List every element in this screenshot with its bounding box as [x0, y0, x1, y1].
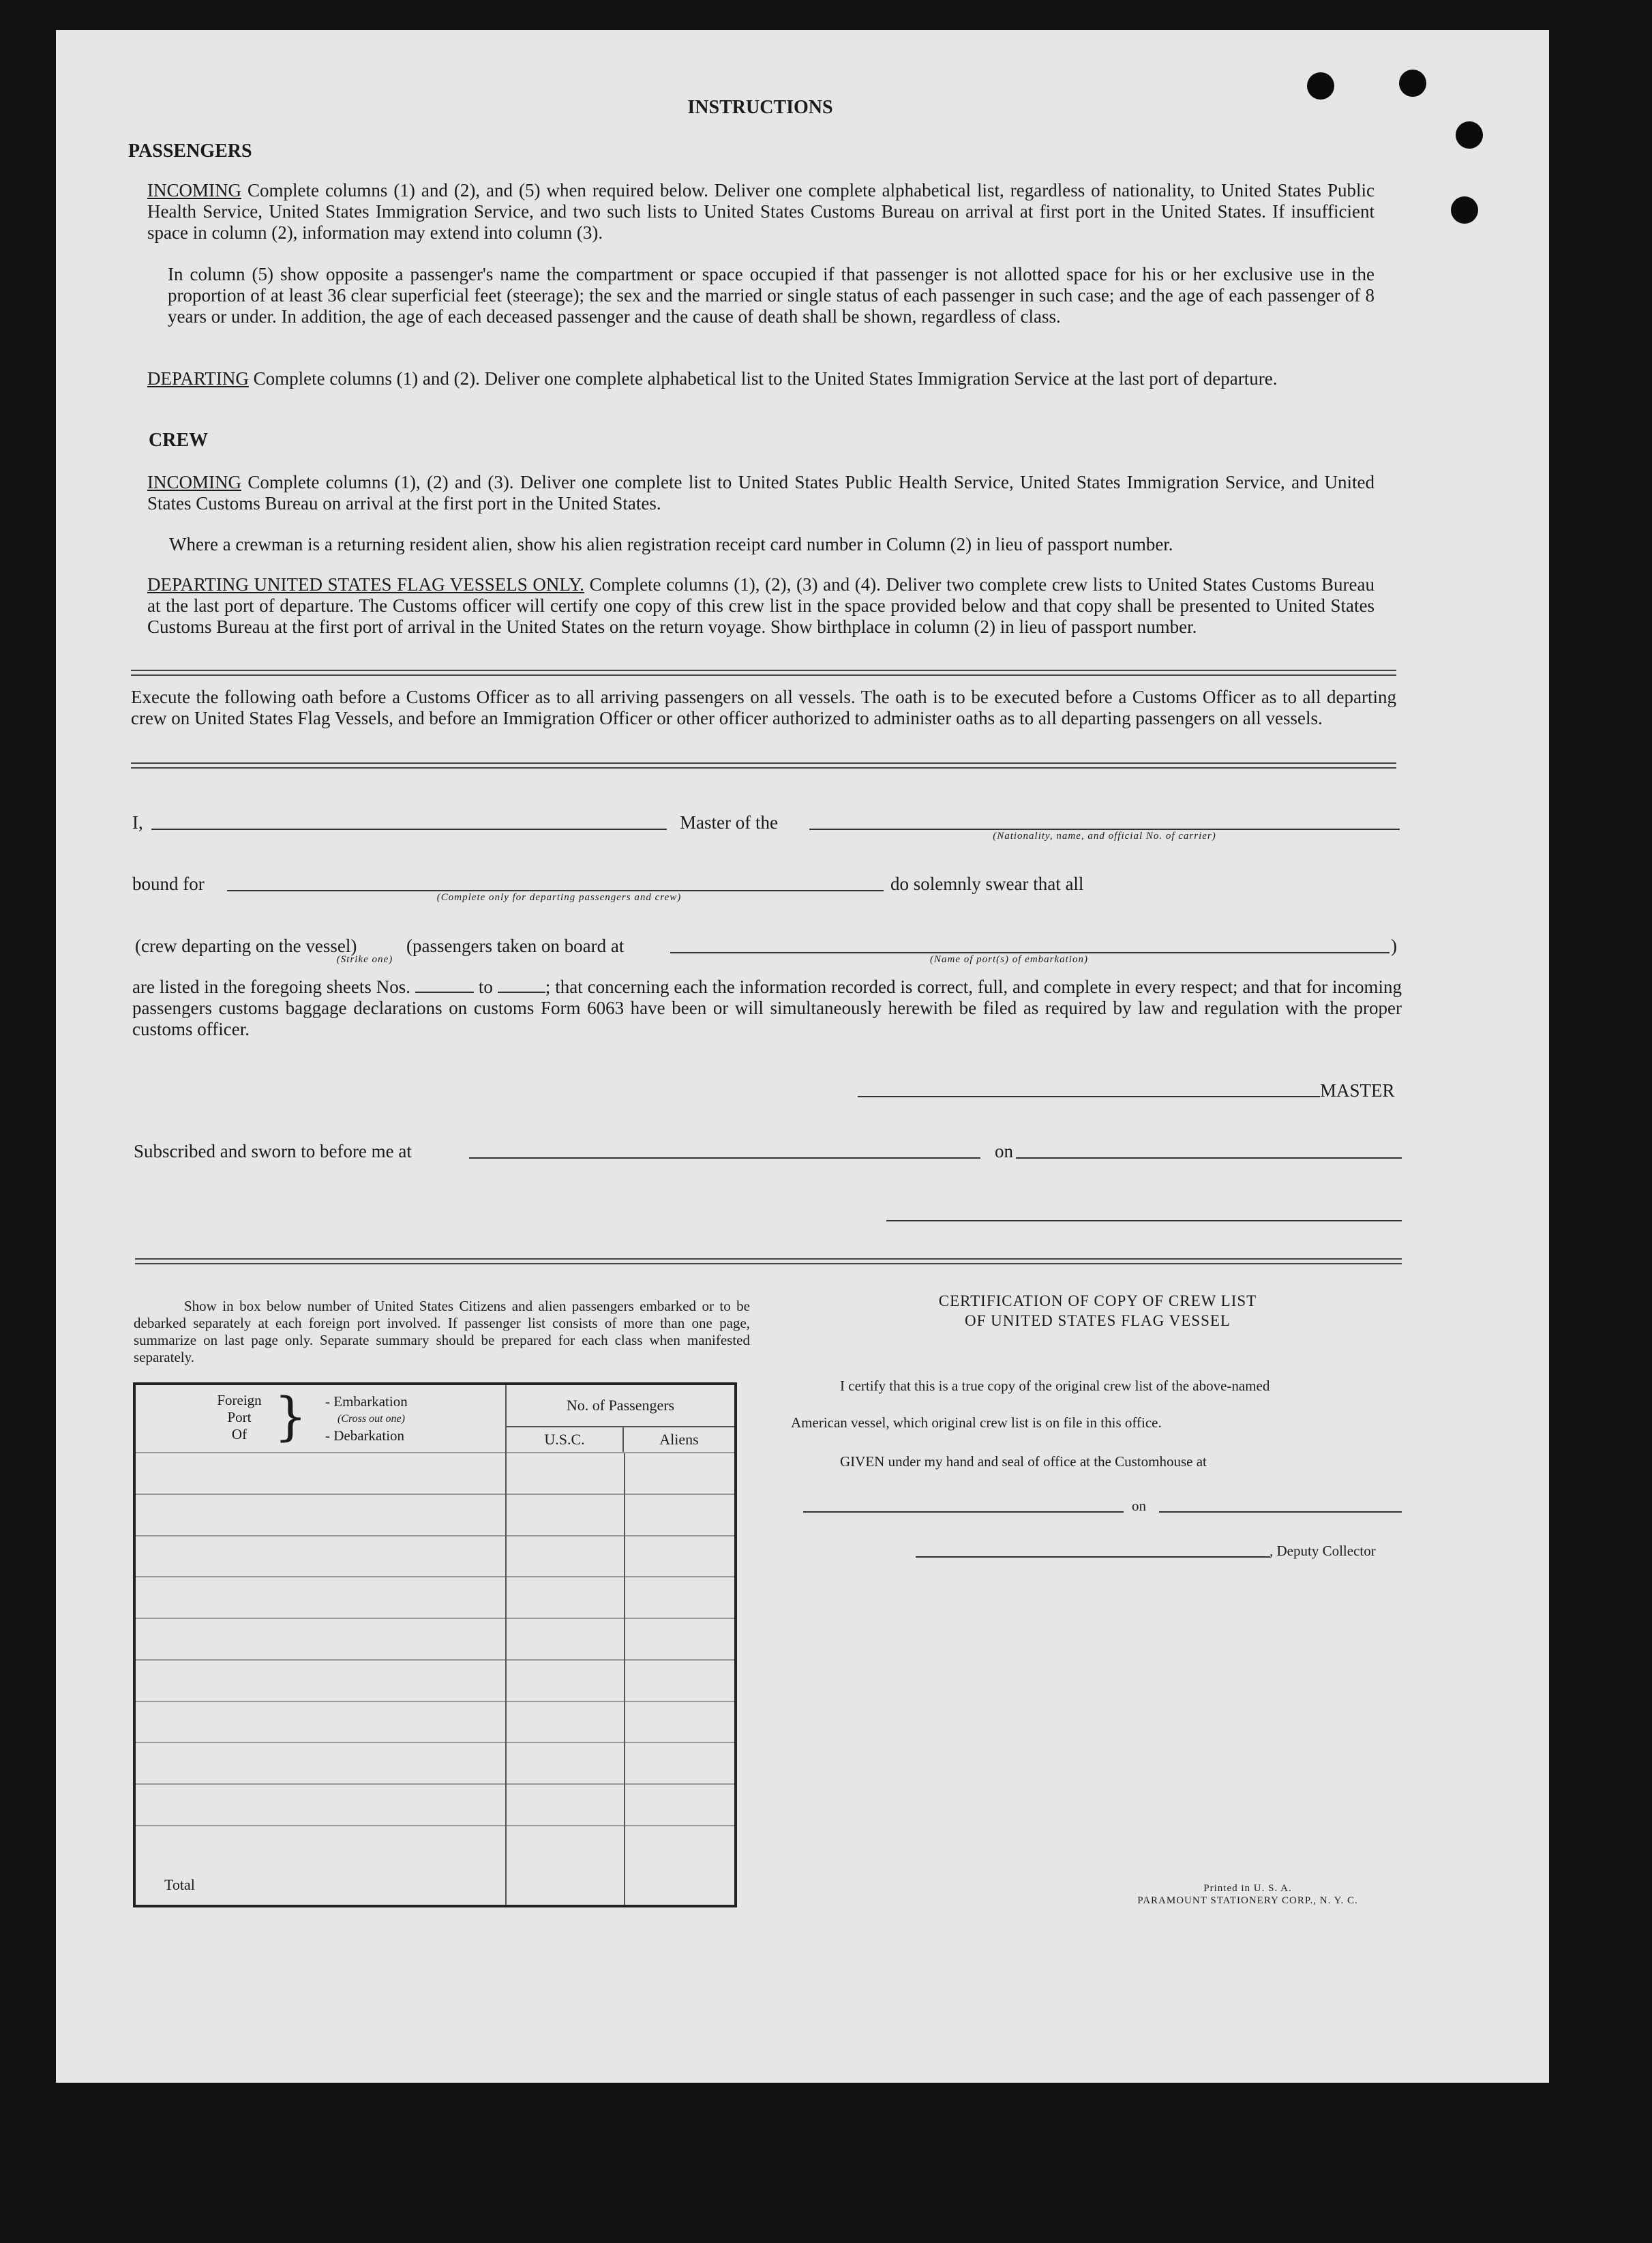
sworn-date-field[interactable] — [1016, 1157, 1402, 1159]
crew-departing — [147, 574, 1375, 638]
certification-on-label: on — [1132, 1498, 1146, 1514]
sworn-at-field[interactable] — [469, 1157, 980, 1159]
punch-hole-4 — [1451, 196, 1478, 224]
oath-instruction: Execute the following oath before a Customs Officer as to all arriving passengers on all vessels. The oath is to be executed before a Customs Officer as to all departing crew on United States Flag Vessels, and before an Immigration Officer or other officer authorized to administer oaths as to all departing passengers on all vessels. — [131, 687, 1396, 728]
total-label: Total — [134, 1826, 506, 1906]
usc-cell[interactable] — [506, 1577, 625, 1618]
printer-line2: PARAMOUNT STATIONERY CORP., N. Y. C. — [1137, 1895, 1358, 1906]
officer-signature-field[interactable] — [886, 1220, 1402, 1221]
port-cell[interactable] — [134, 1577, 506, 1618]
port-label: Port — [227, 1409, 252, 1425]
aliens-header: Aliens — [659, 1431, 699, 1448]
certification-title — [880, 1291, 1316, 1331]
passengers-header — [506, 1384, 736, 1453]
port-cell[interactable] — [134, 1536, 506, 1577]
divider-3 — [135, 1258, 1402, 1264]
master-name-field[interactable] — [151, 829, 667, 830]
strike-note: (Strike one) — [336, 954, 393, 965]
printer-line1: Printed in U. S. A. — [1203, 1883, 1292, 1894]
listed-suffix: ; that concerning each the information recorded is correct, full, and complete in every respect; and that for incoming passengers customs baggage declarations on customs Form 6063 have been or will simultaneously herewith be filed as required by law and regulation with the proper customs officer. — [132, 977, 1402, 1039]
usc-total-cell[interactable] — [506, 1826, 625, 1906]
of-label: Of — [231, 1426, 247, 1442]
usc-cell[interactable] — [506, 1784, 625, 1826]
foreign-label: Foreign — [217, 1392, 262, 1408]
usc-cell[interactable] — [506, 1618, 625, 1660]
port-cell[interactable] — [134, 1453, 506, 1494]
passengers-incoming — [147, 180, 1375, 243]
crew-heading: CREW — [149, 430, 209, 451]
brace-icon: } — [274, 1386, 307, 1446]
divider-2 — [131, 762, 1396, 769]
table-row — [134, 1618, 736, 1660]
certification-line1: I certify that this is a true copy of the original crew list of the above-named — [840, 1378, 1270, 1394]
usc-cell[interactable] — [506, 1536, 625, 1577]
aliens-cell[interactable] — [625, 1577, 736, 1618]
bound-note: (Complete only for departing passengers and crew) — [436, 892, 682, 903]
aliens-cell[interactable] — [625, 1784, 736, 1826]
summary-instruction: Show in box below number of United States Citizens and alien passengers embarked or to be debarked separately at each foreign port involved. If passenger list consists of more than one page, summarize on last page only. Separate summary should be prepared for each class when manifested separately. — [134, 1298, 750, 1365]
port-cell[interactable] — [134, 1702, 506, 1743]
cross-out-note: (Cross out one) — [337, 1413, 405, 1425]
total-row — [134, 1826, 736, 1906]
carrier-note: (Nationality, name, and official No. of carrier) — [993, 831, 1216, 842]
oath-i-label: I, — [132, 812, 143, 833]
usc-cell[interactable] — [506, 1742, 625, 1784]
crew-departing-text: Complete columns (1), (2), (3) and (4). Deliver two complete crew lists to United States Customs Bureau at the last port of departure. The Customs officer will certify one copy of this crew list in the space provided below and that copy shall be presented to United States Customs Bureau at the first port of arrival in the United States on the return voyage. Show birthplace in column (2) in lieu of passport number. — [147, 574, 1375, 637]
incoming-label: INCOMING — [147, 180, 241, 200]
passengers-heading: PASSENGERS — [128, 140, 252, 162]
punch-hole-1 — [1307, 72, 1334, 100]
usc-cell[interactable] — [506, 1453, 625, 1494]
bound-for-field[interactable] — [227, 890, 884, 891]
subscribed-label: Subscribed and sworn to before me at — [134, 1141, 412, 1161]
printer-imprint — [1064, 1882, 1432, 1907]
usc-cell[interactable] — [506, 1660, 625, 1702]
port-cell[interactable] — [134, 1660, 506, 1702]
sworn-on-label: on — [995, 1141, 1013, 1161]
table-row — [134, 1494, 736, 1536]
no-passengers-label: No. of Passengers — [507, 1385, 734, 1427]
crew-incoming-text: Complete columns (1), (2) and (3). Deliver one complete list to United States Public Health Service, United States Immigration Service, and United States Customs Bureau on arrival at the first port in the United States. — [147, 472, 1375, 514]
table-row — [134, 1702, 736, 1743]
swear-text: do solemnly swear that all — [890, 874, 1084, 894]
usc-cell[interactable] — [506, 1702, 625, 1743]
master-of-the-label: Master of the — [680, 812, 778, 833]
departing-text: Complete columns (1) and (2). Deliver one complete alphabetical list to the United States Immigration Service at the last port of departure. — [253, 368, 1278, 389]
table-row — [134, 1784, 736, 1826]
deputy-collector-label: , Deputy Collector — [1270, 1543, 1376, 1559]
crew-incoming — [147, 472, 1375, 514]
embarkation-option[interactable]: - Embarkation — [325, 1393, 408, 1410]
debarkation-option[interactable]: - Debarkation — [325, 1427, 405, 1444]
port-cell[interactable] — [134, 1618, 506, 1660]
crew-incoming-label: INCOMING — [147, 472, 241, 492]
deputy-signature-field[interactable] — [916, 1556, 1270, 1558]
passenger-summary-table — [133, 1382, 737, 1907]
aliens-cell[interactable] — [625, 1702, 736, 1743]
table-row — [134, 1742, 736, 1784]
certification-line3: GIVEN under my hand and seal of office at the Customhouse at — [840, 1453, 1207, 1470]
certification-title-line2: OF UNITED STATES FLAG VESSEL — [965, 1312, 1231, 1329]
certification-title-line1: CERTIFICATION OF COPY OF CREW LIST — [938, 1292, 1257, 1309]
punch-hole-2 — [1399, 70, 1426, 97]
table-row — [134, 1536, 736, 1577]
aliens-cell[interactable] — [625, 1660, 736, 1702]
crew-departing-label: DEPARTING UNITED STATES FLAG VESSELS ONLY. — [147, 574, 584, 595]
aliens-cell[interactable] — [625, 1453, 736, 1494]
ports-note: (Name of port(s) of embarkation) — [930, 954, 1088, 965]
carrier-field[interactable] — [809, 829, 1400, 830]
table-row — [134, 1577, 736, 1618]
usc-cell[interactable] — [506, 1494, 625, 1536]
incoming-text: Complete columns (1) and (2), and (5) when required below. Deliver one complete alphabetical list, regardless of nationality, to United States Public Health Service, United States Immigration Service, and two such lists to United States Customs Bureau on arrival at first port in the United States. If insufficient space in column (2), information may extend into column (3). — [147, 180, 1375, 243]
ports-field[interactable] — [670, 952, 1390, 953]
aliens-cell[interactable] — [625, 1536, 736, 1577]
to-label: to — [478, 977, 493, 997]
port-header — [134, 1384, 506, 1453]
master-signature-field[interactable] — [858, 1096, 1320, 1097]
listed-sheets — [132, 977, 1402, 1040]
bound-for-label: bound for — [132, 874, 205, 894]
customhouse-field[interactable] — [803, 1511, 1124, 1513]
departing-label: DEPARTING — [147, 368, 249, 389]
close-paren: ) — [1391, 936, 1397, 956]
aliens-cell[interactable] — [625, 1494, 736, 1536]
passengers-taken-option[interactable]: (passengers taken on board at — [406, 936, 625, 956]
usc-header: U.S.C. — [507, 1427, 624, 1452]
certification-date-field[interactable] — [1159, 1511, 1402, 1513]
certification-line2: American vessel, which original crew list is on file in this office. — [791, 1414, 1162, 1431]
table-row — [134, 1660, 736, 1702]
punch-hole-3 — [1456, 121, 1483, 149]
table-row — [134, 1453, 736, 1494]
aliens-cell[interactable] — [625, 1742, 736, 1784]
passengers-column5: In column (5) show opposite a passenger's name the compartment or space occupied if that passenger is not allotted space for his or her exclusive use in the proportion of at least 36 clear superficial feet (steerage); the sex and the married or single status of each passenger in such case; and the age of each passenger of 8 years or under. In addition, the age of each deceased passenger and the cause of death shall be shown, regardless of class. — [168, 264, 1375, 327]
sheet-from-field[interactable] — [415, 977, 474, 993]
port-cell[interactable] — [134, 1784, 506, 1826]
port-cell[interactable] — [134, 1742, 506, 1784]
crew-departing-option[interactable]: (crew departing on the vessel) — [135, 936, 357, 956]
aliens-total-cell[interactable] — [625, 1826, 736, 1906]
master-label: MASTER — [1320, 1080, 1395, 1101]
crew-resident: Where a crewman is a returning resident alien, show his alien registration receipt card number in Column (2) in lieu of passport number. — [169, 534, 1173, 554]
divider-1 — [131, 670, 1396, 676]
sheet-to-field[interactable] — [498, 977, 545, 993]
instructions-heading: INSTRUCTIONS — [687, 97, 833, 118]
aliens-cell[interactable] — [625, 1618, 736, 1660]
listed-prefix: are listed in the foregoing sheets Nos. — [132, 977, 411, 997]
port-cell[interactable] — [134, 1494, 506, 1536]
passengers-departing — [147, 368, 1375, 389]
